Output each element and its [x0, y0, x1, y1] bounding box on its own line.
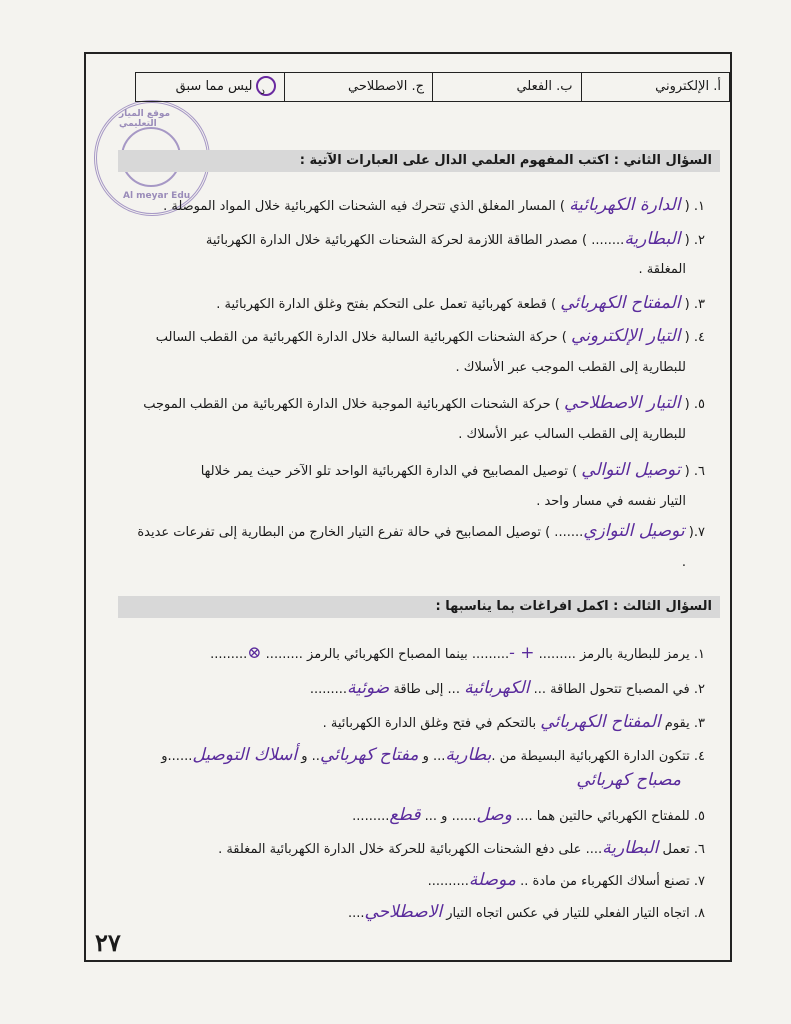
choice-c: ج. الاصطلاحي [284, 73, 433, 101]
q2-answer-5: التيار الاصطلاحي [563, 393, 681, 413]
choice-b: ب. الفعلي [432, 73, 581, 101]
choice-table [135, 72, 730, 102]
q3-answer-1b: ⊗ [247, 643, 262, 663]
page-number: ٢٧ [95, 928, 121, 957]
q3-answer-7: موصلة [468, 870, 516, 890]
q3-item-4-cont [576, 770, 681, 790]
q2-item-6: ٦. ( توصيل التوالي ) توصيل المصابيح في الدارة الكهربائية الواحد تلو الآخر حيث يمر خلالها [200, 460, 705, 480]
q3-answer-4d: مصباح كهربائي [576, 770, 681, 790]
q3-answer-8: الاصطلاحي [364, 902, 443, 922]
circled-answer-mark: د [256, 76, 276, 96]
stamp-bottom-text: Al meyar Edu [123, 191, 191, 201]
q2-item-5: ٥. ( التيار الاصطلاحي ) حركة الشحنات الكهربائية الموجبة خلال الدارة الكهربائية من القطب الموجب [143, 393, 705, 413]
q3-answer-4b: مفتاح كهربائي [319, 745, 419, 765]
q3-item-3: ٣. يقوم المفتاح الكهربائي بالتحكم في فتح وغلق الدارة الكهربائية . [322, 712, 705, 732]
q3-answer-4a: بطارية [445, 745, 492, 765]
q2-item-1: ١. ( الدارة الكهربائية ) المسار المغلق الذي تتحرك فيه الشحنات الكهربائية خلال المواد الموصلة . [163, 195, 705, 215]
q3-answer-3: المفتاح الكهربائي [540, 712, 661, 732]
q3-answer-5b: قطع [389, 805, 421, 825]
q2-item-2-cont: المغلقة . [638, 262, 686, 277]
choice-d [136, 73, 284, 101]
q3-item-5: ٥. للمفتاح الكهربائي حالتين هما .... وصل...... و ... قطع......... [352, 805, 705, 825]
q2-answer-3: المفتاح الكهربائي [560, 293, 681, 313]
q2-item-7-cont: . [681, 555, 686, 570]
q3-answer-6: البطارية [602, 838, 659, 858]
q3-item-6: ٦. تعمل البطارية.... على دفع الشحنات الكهربائية للحركة خلال الدارة الكهربائية المغلقة . [218, 838, 705, 858]
q3-answer-2b: ضوئية [347, 678, 390, 698]
q3-answer-2a: الكهربائية [464, 678, 530, 698]
q3-answer-5a: وصل [476, 805, 512, 825]
q2-item-2: ٢. ( البطارية........ ) مصدر الطاقة اللازمة لحركة الشحنات الكهربائية خلال الدارة الكهربائية [205, 229, 705, 249]
q3-item-4: ٤. تتكون الدارة الكهربائية البسيطة من .بطارية... و مفتاح كهربائي.. و أسلاك التوصيل......و [161, 745, 705, 765]
q2-title: السؤال الثاني : اكتب المفهوم العلمي الدال على العبارات الآتية : [118, 150, 720, 172]
q2-answer-4: التيار الإلكتروني [570, 326, 681, 346]
q2-item-4-cont: للبطارية إلى القطب الموجب عبر الأسلاك . [455, 360, 686, 375]
q2-item-4: ٤. ( التيار الإلكتروني ) حركة الشحنات الكهربائية السالبة خلال الدارة الكهربائية من القطب السالب [155, 326, 705, 346]
q2-answer-2: البطارية [624, 229, 681, 249]
q3-item-1: ١. يرمز للبطارية بالرمز ......... + -......... بينما المصباح الكهربائي بالرمز ......... ⊗......... [210, 643, 705, 663]
q3-answer-1a: + - [509, 643, 535, 663]
q3-answer-4c: أسلاك التوصيل [192, 745, 298, 765]
q3-title: السؤال الثالث : اكمل افراغات بما يناسبها : [118, 596, 720, 618]
choice-d-label: ليس مما سبق [175, 79, 253, 94]
q2-answer-6: توصيل التوالي [581, 460, 681, 480]
q2-answer-7: توصيل التوازي [583, 521, 685, 541]
q2-answer-1: الدارة الكهربائية [569, 195, 681, 215]
q2-item-7: ٧.( توصيل التوازي....... ) توصيل المصابيح في حالة تفرع التيار الخارج من البطارية إلى تفرعات عديدة [137, 521, 705, 541]
q3-item-7: ٧. تصنع أسلاك الكهرباء من مادة .. موصلة.......... [427, 870, 705, 890]
choice-a: أ. الإلكتروني [581, 73, 730, 101]
q3-item-8: ٨. اتجاه التيار الفعلي للتيار في عكس اتجاه التيار الاصطلاحي.... [347, 902, 705, 922]
q2-item-6-cont: التيار نفسه في مسار واحد . [536, 494, 686, 509]
q2-item-5-cont: للبطارية إلى القطب السالب عبر الأسلاك . [458, 427, 686, 442]
stamp-top-text: موقع الميار التعليمي [119, 109, 171, 129]
q3-item-2: ٢. في المصباح تتحول الطاقة ... الكهربائية ... إلى طاقة ضوئية......... [309, 678, 705, 698]
q2-item-3: ٣. ( المفتاح الكهربائي ) قطعة كهربائية تعمل على التحكم بفتح وغلق الدارة الكهربائية . [216, 293, 705, 313]
